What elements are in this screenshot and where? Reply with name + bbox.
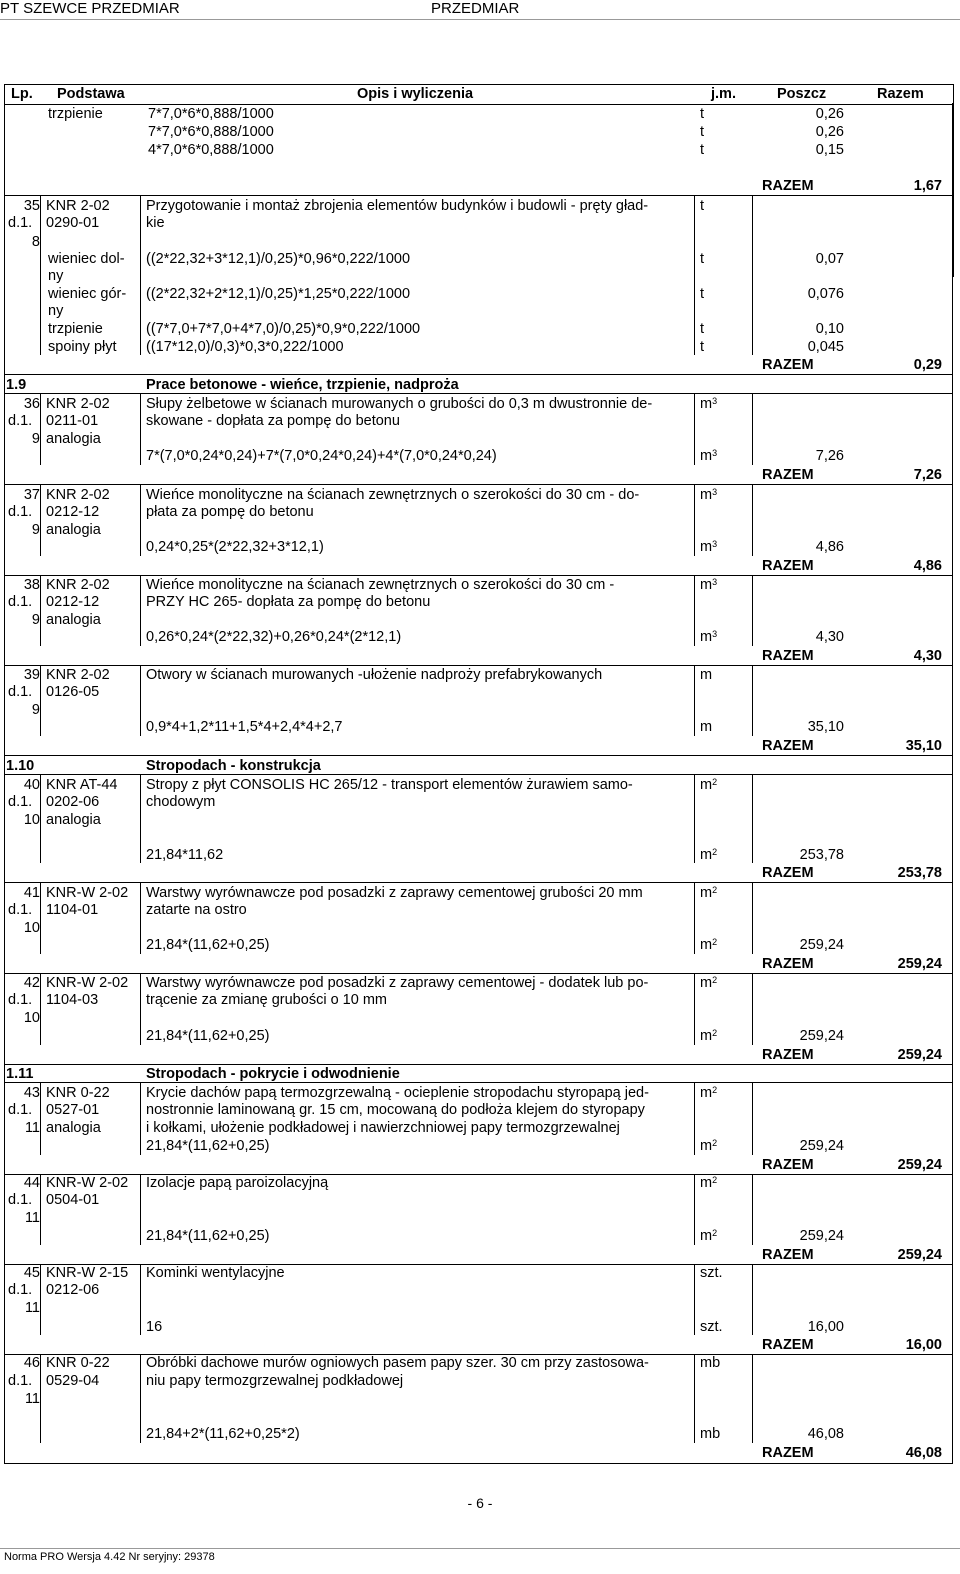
desc: Warstwy wyrównawcze pod posadzki z zaprawy cementowej - dodatek lub po- — [146, 975, 649, 991]
rule-35 — [4, 195, 953, 196]
col-line — [694, 973, 695, 1045]
podstawa-note: analogia — [46, 812, 101, 828]
cont-value-3: 0,15 — [815, 142, 844, 158]
col-line — [694, 665, 695, 736]
col-line — [40, 774, 41, 863]
section-rule — [4, 755, 953, 756]
desc: Kominki wentylacyjne — [146, 1265, 285, 1281]
lp-sub: d.1. — [8, 1282, 33, 1298]
col-line — [694, 393, 695, 465]
col-line — [752, 195, 753, 355]
col-line — [140, 1354, 141, 1443]
section-number: 1.11 — [6, 1066, 34, 1082]
razem-value: 7,26 — [913, 467, 942, 483]
podstawa: KNR 2-02 — [46, 487, 110, 503]
unit: $m^3$ — [700, 396, 718, 412]
unit: m — [700, 667, 713, 683]
desc-cont: i kołkami, ułożenie podkładowej i nawierzchniowej papy termozgrzewalnej — [146, 1120, 620, 1136]
lp-num: 11 — [24, 1210, 40, 1226]
col-line — [140, 1082, 141, 1155]
podstawa: KNR 2-02 — [46, 198, 110, 214]
lp: 36 — [23, 396, 40, 412]
lp: 43 — [23, 1085, 40, 1101]
desc-cont: nostronnie laminowaną gr. 15 cm, mocowaną do podłoża klejem do styropapy — [146, 1102, 645, 1118]
desc: Przygotowanie i montaż zbrojenia elementów budynków i budowli - pręty gład- — [146, 198, 649, 214]
calc: 21,84*11,62 — [146, 847, 224, 863]
calc-value: 16,00 — [807, 1319, 844, 1335]
col-line — [694, 1264, 695, 1335]
podstawa-note: analogia — [46, 522, 101, 538]
col-line — [694, 1354, 695, 1443]
line-unit: t — [700, 251, 705, 267]
unit: $m^3$ — [700, 487, 718, 503]
col-line — [40, 1264, 41, 1335]
razem-label: RAZEM — [762, 1157, 814, 1173]
calc: 0,24*0,25*(2*22,32+3*12,1) — [146, 539, 324, 555]
podstawa-code: 0529-04 — [46, 1373, 100, 1389]
lp-sub: d.1. — [8, 684, 33, 700]
line-value: 0,076 — [807, 286, 844, 302]
lp: 41 — [23, 885, 40, 901]
podstawa-code: 0212-06 — [46, 1282, 100, 1298]
cont-calc-2: 7*7,0*6*0,888/1000 — [148, 124, 274, 140]
line-value: 0,07 — [815, 251, 844, 267]
razem-label: RAZEM — [762, 648, 814, 664]
razem-value: 259,24 — [897, 1247, 942, 1263]
col-line — [752, 1174, 753, 1245]
col-line — [140, 973, 141, 1045]
calc-unit: $m^2$ — [700, 1028, 718, 1044]
podstawa: KNR-W 2-15 — [46, 1265, 129, 1281]
lp-num: 10 — [23, 920, 40, 936]
podstawa-code: 0211-01 — [46, 413, 99, 429]
col-line — [140, 484, 141, 556]
razem-value: 259,24 — [897, 1047, 942, 1063]
section-title: Prace betonowe - wieńce, trzpienie, nadproża — [146, 377, 459, 393]
cont-calc-3: 4*7,0*6*0,888/1000 — [148, 142, 274, 158]
lp-num: 11 — [24, 1391, 40, 1407]
line-label: wieniec dol- — [48, 251, 125, 267]
calc-value: 4,86 — [815, 539, 844, 555]
calc-unit: $m^3$ — [700, 629, 718, 645]
desc: Stropy z płyt CONSOLIS HC 265/12 - transport elementów żurawiem samo- — [146, 777, 633, 793]
cont-unit-1: t — [700, 106, 705, 122]
lp-sub: d.1. — [8, 1373, 33, 1389]
unit: $m^2$ — [700, 777, 718, 793]
calc: 21,84*(11,62+0,25) — [146, 937, 270, 953]
calc-unit: mb — [700, 1426, 721, 1442]
calc: 0,26*0,24*(2*22,32)+0,26*0,24*(2*12,1) — [146, 629, 402, 645]
col-lp: Lp. — [11, 86, 33, 102]
lp: 45 — [23, 1265, 40, 1281]
lp-num: 10 — [23, 1010, 40, 1026]
calc-unit: $m^2$ — [700, 1138, 718, 1154]
podstawa: KNR 2-02 — [46, 396, 110, 412]
row-rule — [4, 484, 953, 485]
podstawa: KNR-W 2-02 — [46, 885, 129, 901]
section-rule — [4, 374, 953, 375]
desc-cont: PRZY HC 265- dopłata za pompę do betonu — [146, 594, 431, 610]
col-line — [140, 882, 141, 954]
podstawa-code: 1104-03 — [46, 992, 99, 1008]
col-line — [694, 1174, 695, 1245]
calc-value: 7,26 — [815, 448, 844, 464]
col-line — [40, 665, 41, 736]
podstawa-code: 0212-12 — [46, 594, 100, 610]
calc-value: 259,24 — [799, 1138, 844, 1154]
podstawa: KNR-W 2-02 — [46, 1175, 129, 1191]
desc-cont: kie — [146, 215, 165, 231]
lp-num: 8 — [31, 234, 40, 250]
col-line — [140, 393, 141, 465]
lp: 46 — [23, 1355, 40, 1371]
lp-num: 10 — [23, 812, 40, 828]
unit: $m^2$ — [700, 975, 718, 991]
col-line — [40, 393, 41, 465]
razem-label: RAZEM — [762, 865, 814, 881]
podstawa-note: analogia — [46, 1120, 101, 1136]
podstawa: KNR 0-22 — [46, 1355, 110, 1371]
calc: 21,84+2*(11,62+0,25*2) — [146, 1426, 300, 1442]
line-calc: ((7*7,0+7*7,0+4*7,0)/0,25)*0,9*0,222/1000 — [146, 321, 421, 337]
col-line — [40, 1082, 41, 1155]
cont-calc-1: 7*7,0*6*0,888/1000 — [148, 106, 274, 122]
razem-label: RAZEM — [762, 178, 814, 194]
podstawa-note: analogia — [46, 431, 101, 447]
desc-cont: trącenie za zmianę grubości o 10 mm — [146, 992, 387, 1008]
col-line — [140, 1264, 141, 1335]
section-rule — [4, 393, 953, 394]
lp-num: 11 — [24, 1300, 40, 1316]
podstawa-note: analogia — [46, 612, 101, 628]
lp-sub: d.1. — [8, 215, 33, 231]
lp-num: 9 — [31, 431, 40, 447]
podstawa-code: 0504-01 — [46, 1192, 100, 1208]
program-info: Norma PRO Wersja 4.42 Nr seryjny: 29378 — [4, 1551, 215, 1563]
col-line — [752, 973, 753, 1045]
col-line — [140, 665, 141, 736]
desc-cont: chodowym — [146, 794, 216, 810]
col-line — [752, 774, 753, 863]
lp-sub: d.1. — [8, 504, 33, 520]
line-calc: ((17*12,0)/0,3)*0,3*0,222/1000 — [146, 339, 344, 355]
lp-num: 9 — [31, 702, 40, 718]
lp-sub: d.1. — [8, 902, 33, 918]
col-line — [40, 1354, 41, 1443]
razem-value: 1,67 — [913, 178, 942, 194]
col-line — [140, 195, 141, 355]
podstawa: KNR 2-02 — [46, 577, 110, 593]
podstawa-code: 0212-12 — [46, 504, 100, 520]
desc: Słupy żelbetowe w ścianach murowanych o grubości do 0,3 m dwustronnie de- — [146, 396, 653, 412]
calc-unit: $m^2$ — [700, 1228, 718, 1244]
unit: $m^2$ — [700, 885, 718, 901]
line-unit: t — [700, 339, 705, 355]
col-line — [140, 575, 141, 646]
razem-value: 0,29 — [913, 357, 942, 373]
col-opis: Opis i wyliczenia — [357, 86, 474, 102]
razem-value: 253,78 — [897, 865, 942, 881]
desc-cont: płata za pompę do betonu — [146, 504, 314, 520]
lp-sub: d.1. — [8, 1192, 33, 1208]
col-line — [694, 882, 695, 954]
desc-cont: skowane - dopłata za pompę do betonu — [146, 413, 400, 429]
desc-cont: zatarte na ostro — [146, 902, 247, 918]
lp: 39 — [23, 667, 40, 683]
col-line — [40, 195, 41, 355]
section-number: 1.9 — [6, 377, 27, 393]
podstawa: KNR-W 2-02 — [46, 975, 129, 991]
col-line — [40, 1174, 41, 1245]
frame-right — [952, 103, 953, 1464]
line-value: 0,045 — [807, 339, 844, 355]
calc-unit: $m^3$ — [700, 539, 718, 555]
page-number: - 6 - — [467, 1495, 493, 1511]
col-podstawa: Podstawa — [57, 86, 125, 102]
razem-label: RAZEM — [762, 558, 814, 574]
calc-value: 259,24 — [799, 937, 844, 953]
cont-value-2: 0,26 — [815, 124, 844, 140]
col-line — [752, 882, 753, 954]
row-rule — [4, 882, 953, 883]
header-center: PRZEDMIAR — [431, 0, 520, 17]
podstawa-code: 0202-06 — [46, 794, 100, 810]
section-title: Stropodach - konstrukcja — [146, 758, 321, 774]
razem-label: RAZEM — [762, 738, 814, 754]
razem-value: 259,24 — [897, 1157, 942, 1173]
col-line — [752, 1082, 753, 1155]
section-title: Stropodach - pokrycie i odwodnienie — [146, 1066, 400, 1082]
calc-value: 253,78 — [799, 847, 844, 863]
lp-sub: d.1. — [8, 794, 33, 810]
calc: 0,9*4+1,2*11+1,5*4+2,4*4+2,7 — [146, 719, 343, 735]
lp: 37 — [23, 487, 40, 503]
col-line — [752, 484, 753, 556]
col-line — [752, 575, 753, 646]
col-razem: Razem — [877, 86, 924, 102]
calc: 16 — [146, 1319, 163, 1335]
line-unit: t — [700, 321, 705, 337]
lp-num: 11 — [24, 1120, 40, 1136]
lp-sub: d.1. — [8, 413, 33, 429]
col-line — [40, 484, 41, 556]
header-left: PT SZEWCE PRZEDMIAR — [0, 0, 180, 17]
razem-label: RAZEM — [762, 357, 814, 373]
podstawa: KNR 0-22 — [46, 1085, 110, 1101]
frame-bottom — [4, 1463, 953, 1464]
lp: 42 — [23, 975, 40, 991]
unit: $m^2$ — [700, 1175, 718, 1191]
unit: $m^2$ — [700, 1085, 718, 1101]
col-line — [140, 774, 141, 863]
podstawa-code: 1104-01 — [46, 902, 99, 918]
col-line — [40, 575, 41, 646]
col-line — [694, 774, 695, 863]
desc-cont: niu papy termozgrzewalnej podkładowej — [146, 1373, 404, 1389]
razem-value: 4,30 — [913, 648, 942, 664]
unit: t — [700, 198, 705, 214]
calc-unit: m — [700, 719, 713, 735]
col-line — [694, 195, 695, 355]
unit: $m^3$ — [700, 577, 718, 593]
col-line — [694, 484, 695, 556]
lp: 44 — [23, 1175, 40, 1191]
footer-rule — [0, 1548, 960, 1549]
line-label-cont: ny — [48, 303, 64, 319]
podstawa: KNR AT-44 — [46, 777, 118, 793]
podstawa: KNR 2-02 — [46, 667, 110, 683]
line-label: spoiny płyt — [48, 339, 117, 355]
col-jm: j.m. — [711, 86, 736, 102]
podstawa-code: 0527-01 — [46, 1102, 100, 1118]
razem-label: RAZEM — [762, 1445, 814, 1461]
razem-label: RAZEM — [762, 1247, 814, 1263]
col-line — [694, 575, 695, 646]
cont-label: trzpienie — [48, 106, 103, 122]
line-calc: ((2*22,32+2*12,1)/0,25)*1,25*0,222/1000 — [146, 286, 411, 302]
desc: Wieńce monolityczne na ścianach zewnętrznych o szerokości do 30 cm - — [146, 577, 615, 593]
desc: Otwory w ścianach murowanych -ułożenie nadproży prefabrykowanych — [146, 667, 603, 683]
column-header — [4, 84, 954, 105]
lp-num: 9 — [31, 522, 40, 538]
podstawa-code: 0290-01 — [46, 215, 100, 231]
razem-value: 259,24 — [897, 956, 942, 972]
lp: 40 — [23, 777, 40, 793]
calc-unit: $m^2$ — [700, 847, 718, 863]
razem-value: 46,08 — [905, 1445, 942, 1461]
header-rule — [0, 19, 960, 20]
desc: Obróbki dachowe murów ogniowych pasem papy szer. 30 cm przy zastosowa- — [146, 1355, 649, 1371]
line-label-cont: ny — [48, 268, 64, 284]
lp: 35 — [23, 198, 40, 214]
line-unit: t — [700, 286, 705, 302]
desc: Izolacje papą paroizolacyjną — [146, 1175, 329, 1191]
calc-unit: szt. — [700, 1319, 723, 1335]
razem-label: RAZEM — [762, 1047, 814, 1063]
line-label: wieniec gór- — [48, 286, 127, 302]
razem-value: 16,00 — [905, 1337, 942, 1353]
unit: szt. — [700, 1265, 723, 1281]
podstawa-code: 0126-05 — [46, 684, 100, 700]
lp-sub: d.1. — [8, 1102, 33, 1118]
razem-value: 4,86 — [913, 558, 942, 574]
razem-value: 35,10 — [905, 738, 942, 754]
desc: Krycie dachów papą termozgrzewalną - ocieplenie stropodachu styropapą jed- — [146, 1085, 649, 1101]
section-rule — [4, 774, 953, 775]
col-line — [752, 1354, 753, 1443]
razem-label: RAZEM — [762, 956, 814, 972]
calc-unit: $m^2$ — [700, 937, 718, 953]
calc: 7*(7,0*0,24*0,24)+7*(7,0*0,24*0,24)+4*(7,0*0,24*0,24) — [146, 448, 497, 464]
section-number: 1.10 — [6, 758, 35, 774]
unit: mb — [700, 1355, 721, 1371]
lp-num: 9 — [31, 612, 40, 628]
col-line — [752, 393, 753, 465]
col-poszcz: Poszcz — [777, 86, 827, 102]
calc-value: 259,24 — [799, 1028, 844, 1044]
calc-unit: $m^3$ — [700, 448, 718, 464]
line-value: 0,10 — [815, 321, 844, 337]
line-calc: ((2*22,32+3*12,1)/0,25)*0,96*0,222/1000 — [146, 251, 411, 267]
cont-unit-2: t — [700, 124, 705, 140]
col-line — [752, 665, 753, 736]
razem-label: RAZEM — [762, 1337, 814, 1353]
col-line — [140, 1174, 141, 1245]
desc: Wieńce monolityczne na ścianach zewnętrznych o szerokości do 30 cm - do- — [146, 487, 640, 503]
razem-label: RAZEM — [762, 467, 814, 483]
calc-value: 259,24 — [799, 1228, 844, 1244]
calc: 21,84*(11,62+0,25) — [146, 1228, 270, 1244]
col-line — [752, 1264, 753, 1335]
calc-value: 46,08 — [807, 1426, 844, 1442]
calc: 21,84*(11,62+0,25) — [146, 1138, 270, 1154]
col-line — [40, 973, 41, 1045]
calc-value: 35,10 — [807, 719, 844, 735]
calc: 21,84*(11,62+0,25) — [146, 1028, 270, 1044]
lp-sub: d.1. — [8, 992, 33, 1008]
col-line — [40, 882, 41, 954]
section-rule — [4, 1082, 953, 1083]
lp: 38 — [23, 577, 40, 593]
col-line — [694, 1082, 695, 1155]
calc-value: 4,30 — [815, 629, 844, 645]
desc: Warstwy wyrównawcze pod posadzki z zaprawy cementowej grubości 20 mm — [146, 885, 643, 901]
cont-unit-3: t — [700, 142, 705, 158]
lp-sub: d.1. — [8, 594, 33, 610]
line-label: trzpienie — [48, 321, 103, 337]
cont-value-1: 0,26 — [815, 106, 844, 122]
